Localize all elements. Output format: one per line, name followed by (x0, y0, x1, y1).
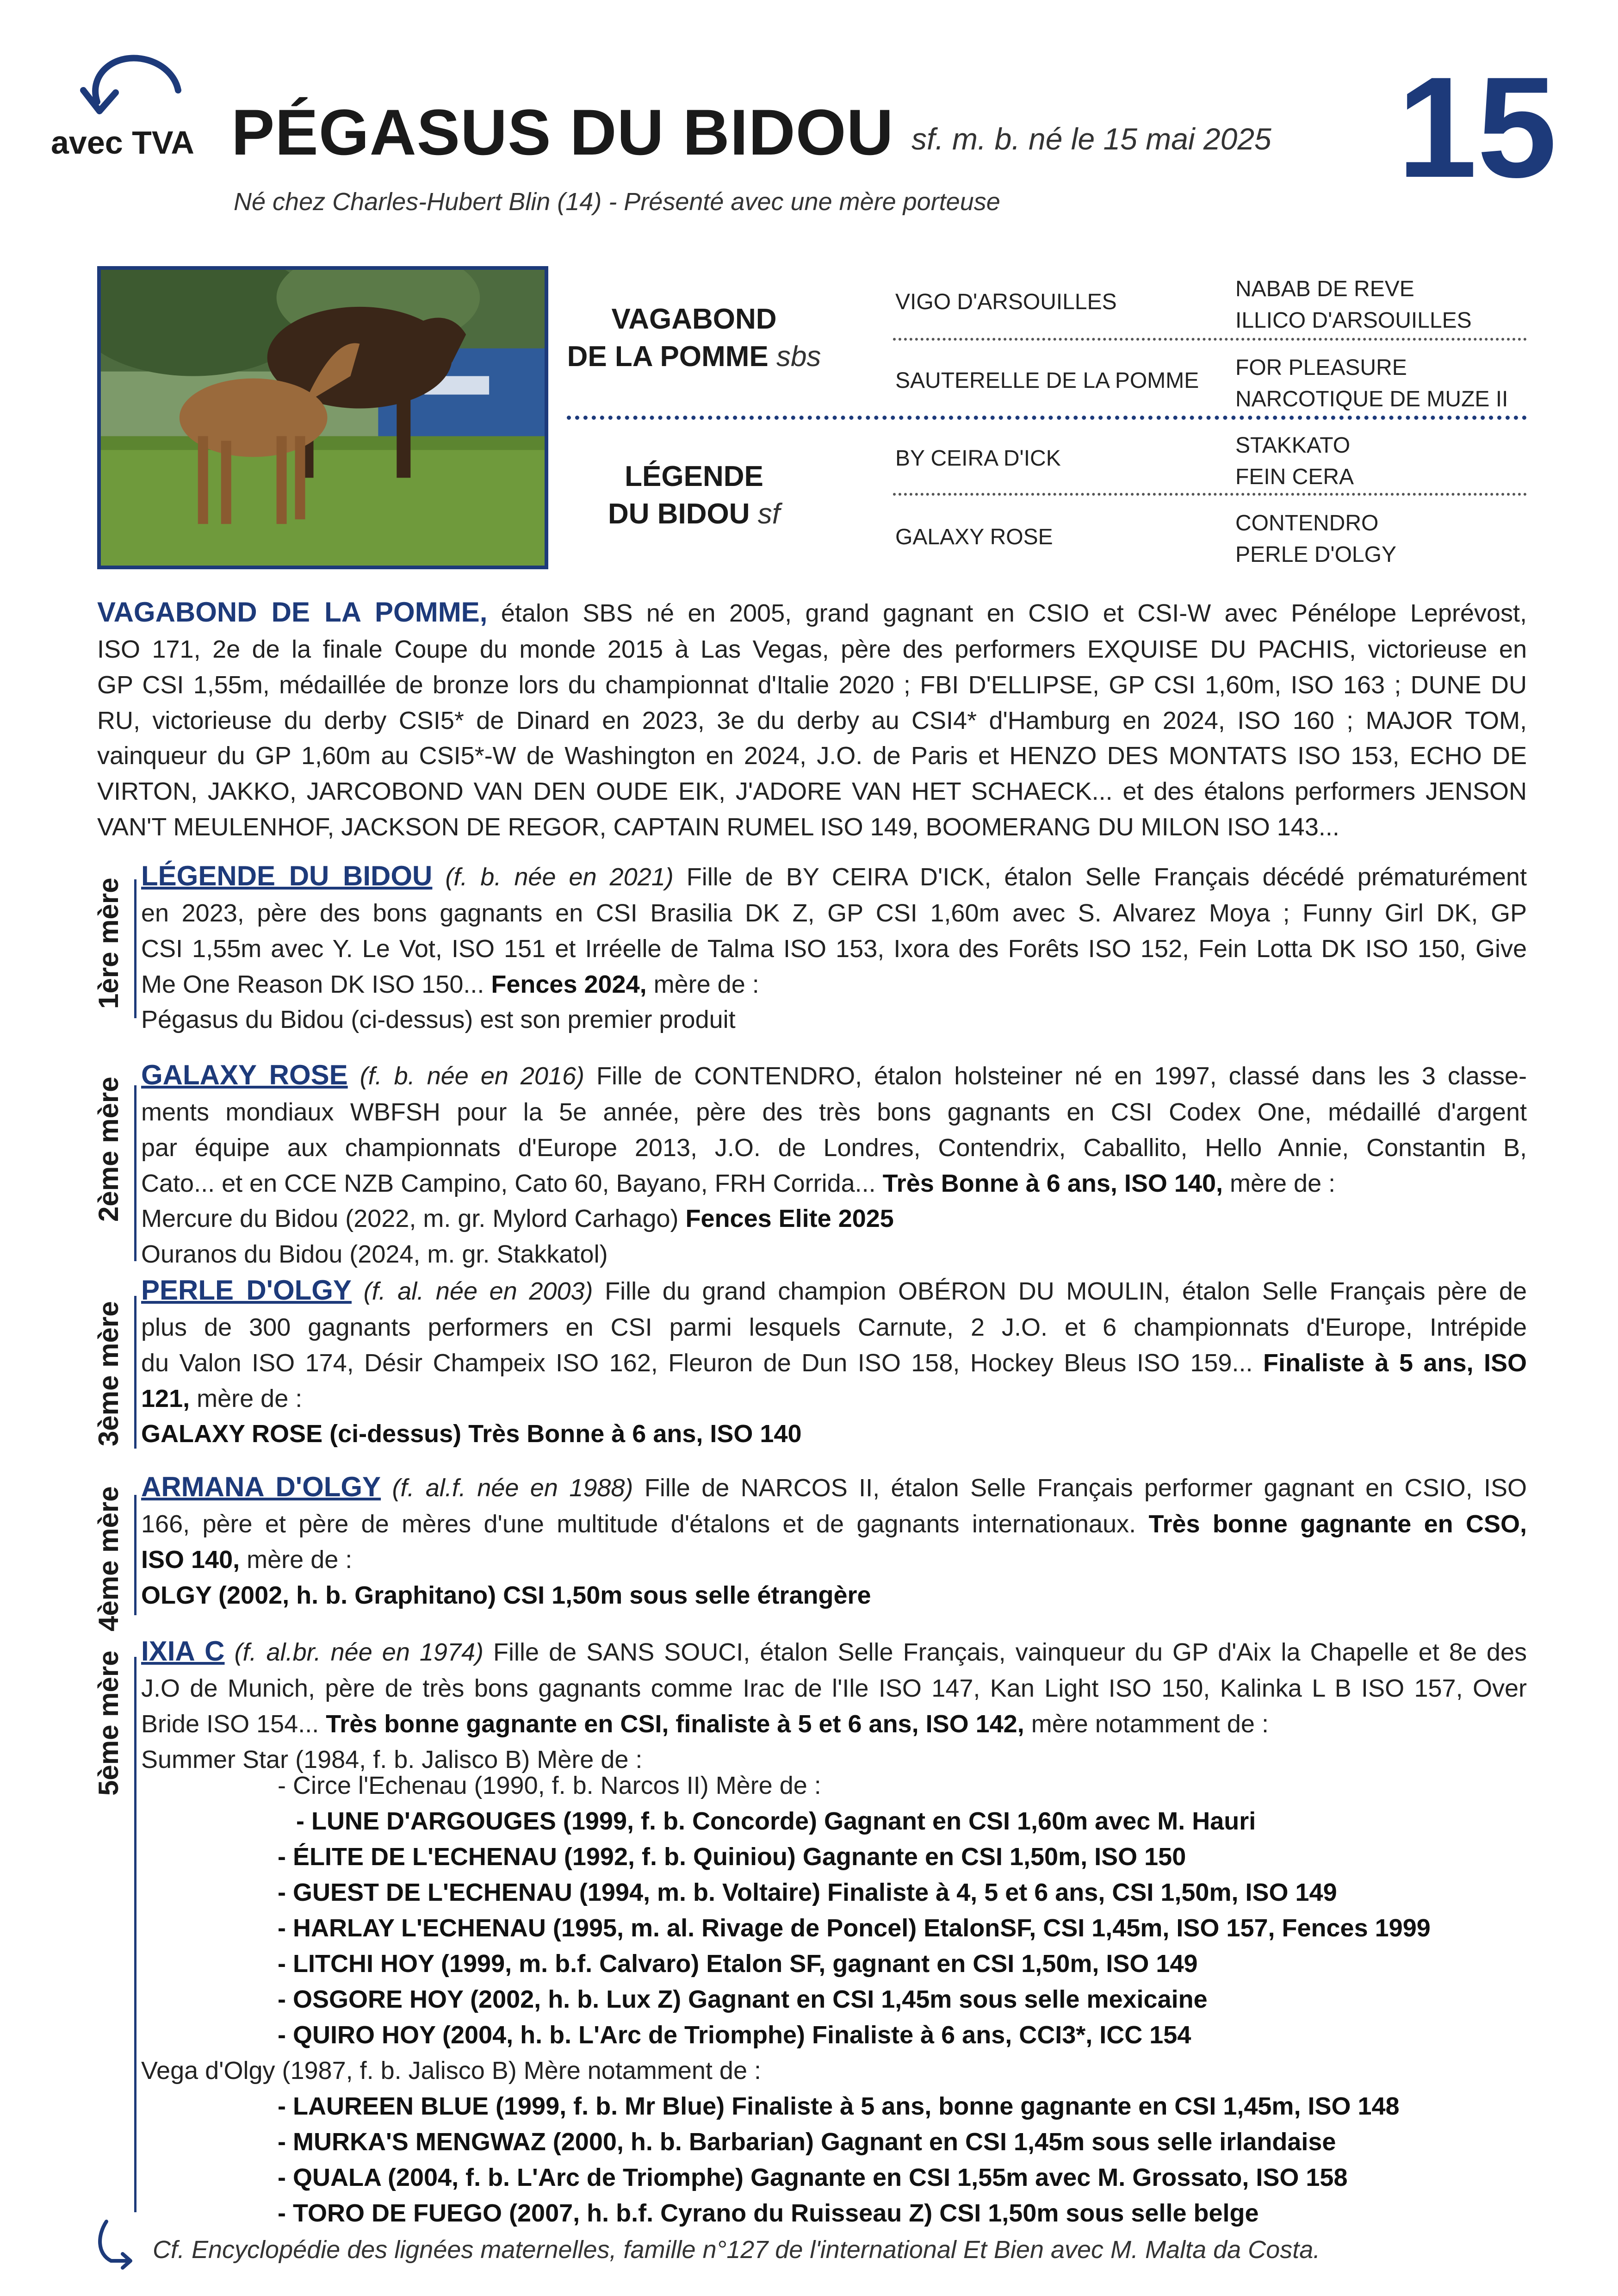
pedigree-gen3-2: ILLICO D'ARSOUILLES (1235, 308, 1472, 333)
pedigree-gen3-5: STAKKATO (1235, 433, 1351, 458)
produce-line: - TORO DE FUEGO (2007, h. b.f. Cyrano du Ruisseau Z) CSI 1,50m sous selle belge (278, 2199, 1259, 2227)
produce-line: - OSGORE HOY (2002, h. b. Lux Z) Gagnant en CSI 1,45m sous selle mexicaine (278, 1985, 1208, 2013)
produce-line: - QUIRO HOY (2004, h. b. L'Arc de Triomphe) Finaliste à 6 ans, CCI3*, ICC 154 (278, 2021, 1191, 2049)
dam-2-bracket (134, 1085, 136, 1261)
dam-2-label: 2ème mère (93, 1076, 124, 1222)
pedigree-gen3-4: NARCOTIQUE DE MUZE II (1235, 387, 1508, 411)
footer-reference: Cf. Encyclopédie des lignées maternelles, famille n°127 de l'international Et Bien avec M. Malta da Costa. (153, 2236, 1320, 2264)
produce-line: - LUNE D'ARGOUGES (1999, f. b. Concorde) Gagnant en CSI 1,60m avec M. Hauri (296, 1807, 1256, 1835)
pedigree-gen3-8: PERLE D'OLGY (1235, 542, 1396, 567)
produce-line: - MURKA'S MENGWAZ (2000, h. b. Barbarian) Gagnant en CSI 1,45m sous selle irlandaise (278, 2128, 1336, 2156)
sire-name: VAGABOND DE LA POMME sbs (567, 303, 821, 373)
produce-line: - QUALA (2004, f. b. L'Arc de Triomphe) Gagnante en CSI 1,55m avec M. Grossato, ISO 158 (278, 2164, 1348, 2191)
horse-name: PÉGASUS DU BIDOU (231, 96, 894, 168)
produce-line: - ÉLITE DE L'ECHENAU (1992, f. b. Quiniou) Gagnante en CSI 1,50m, ISO 150 (278, 1843, 1186, 1871)
dam-4-label: 4ème mère (93, 1486, 124, 1631)
produce-line: - Circe l'Echenau (1990, f. b. Narcos II) Mère de : (278, 1772, 821, 1799)
dam-2-section: GALAXY ROSE (f. b. née en 2016) Fille de CONTENDRO, étalon holsteiner né en 1997, classé dans les 3 classe- ments mondiaux WBFSH pour la 5e année, père des très bons gagnants en CSI Codex One, médaillé d'argent par équipe aux championnats d'Europe 2013, J.O. de Londres, Contendrix, Caballito, Hello Annie, Constantin B, Cato... et en CCE NZB Campino, Cato 60, Bayano, FRH Corrida... Très Bonne à 6 ans, ISO 140, mère de : Mercure du Bidou (2022, m. gr. Mylord Carhago) Fences Elite 2025 Ouranos du Bidou (2024, m. gr. Stakkatol) (141, 1059, 1527, 1268)
pedigree-dam-dam: GALAXY ROSE (895, 525, 1053, 549)
produce-line: - HARLAY L'ECHENAU (1995, m. al. Rivage de Poncel) EtalonSF, CSI 1,45m, ISO 157, Fences 1999 (278, 1914, 1431, 1942)
produce-line: - LAUREEN BLUE (1999, f. b. Mr Blue) Finaliste à 5 ans, bonne gagnante en CSI 1,45m, ISO 148 (278, 2092, 1400, 2120)
dam-4-bracket (134, 1495, 136, 1615)
produce-line: Vega d'Olgy (1987, f. b. Jalisco B) Mère notamment de : (141, 2057, 761, 2084)
pedigree-sire-dam: SAUTERELLE DE LA POMME (895, 368, 1199, 393)
dam-5-section: IXIA C (f. al.br. née en 1974) Fille de SANS SOUCI, étalon Selle Français, vainqueur du GP d'Aix la Chapelle et 8e des J.O de Munich, père de très bons gagnants comme Irac de l'Ile ISO 147, Kan Light ISO 150, Kalinka L B ISO 157, Over Bride ISO 154... Très bonne gagnante en CSI, finaliste à 5 et 6 ans, ISO 142, mère notamment de : Summer Star (1984, f. b. Jalisco B) Mère de : (141, 1636, 1527, 1773)
curved-arrow-icon (79, 46, 190, 120)
return-arrow-icon (93, 2217, 139, 2272)
pedigree-divider-sire (893, 338, 1527, 341)
dam-name: LÉGENDE DU BIDOU sf (608, 460, 781, 530)
horse-photo (97, 266, 548, 569)
dam-1-label: 1ère mère (93, 877, 124, 1009)
pedigree-gen3-7: CONTENDRO (1235, 511, 1379, 535)
pedigree-gen3-1: NABAB DE REVE (1235, 277, 1414, 301)
pedigree-divider-dam (893, 493, 1527, 496)
dam-3-label: 3ème mère (93, 1301, 124, 1446)
dam-5-bracket (134, 1657, 136, 2212)
pedigree-gen3-3: FOR PLEASURE (1235, 355, 1407, 380)
lot-number: 15 (1397, 47, 1557, 207)
dam-1-section: LÉGENDE DU BIDOU (f. b. née en 2021) Fille de BY CEIRA D'ICK, étalon Selle Français décédé prématurément en 2023, père des bons gagnants en CSI Brasilia DK Z, GP CSI 1,60m avec S. Alvarez Moya ; Funny Girl DK, GP CSI 1,55m avec Y. Le Vot, ISO 151 et Irréelle de Talma ISO 153, Ixora des Forêts ISO 152, Fein Lotta DK ISO 150, Give Me One Reason DK ISO 150... Fences 2024, mère de : Pégasus du Bidou (ci-dessus) est son premier produit (141, 860, 1527, 1034)
produce-line: - LITCHI HOY (1999, m. b.f. Calvaro) Etalon SF, gagnant en CSI 1,50m, ISO 149 (278, 1950, 1198, 1978)
pedigree-sire-sire: VIGO D'ARSOUILLES (895, 290, 1117, 314)
dam-5-label: 5ème mère (93, 1650, 124, 1796)
produce-line: - GUEST DE L'ECHENAU (1994, m. b. Voltaire) Finaliste à 4, 5 et 6 ans, CSI 1,50m, ISO 149 (278, 1879, 1337, 1906)
dam-4-section: ARMANA D'OLGY (f. al.f. née en 1988) Fille de NARCOS II, étalon Selle Français performer gagnant en CSIO, ISO 166, père et père de mères d'une multitude d'étalons et de gagnants internationaux. Très bonne gagnante en CSO, ISO 140, mère de : OLGY (2002, h. b. Graphitano) CSI 1,50m sous selle étrangère (141, 1471, 1527, 1609)
dam-3-bracket (134, 1296, 136, 1449)
dam-3-section: PERLE D'OLGY (f. al. née en 2003) Fille du grand champion OBÉRON DU MOULIN, étalon Selle Français père de plus de 300 gagnants performers en CSI parmi lesquels Carnute, 2 J.O. et 6 championnats d'Europe, Intrépide du Valon ISO 174, Désir Champeix ISO 162, Fleuron de Dun ISO 158, Hockey Bleus ISO 159... Finaliste à 5 ans, ISO 121, mère de : GALAXY ROSE (ci-dessus) Très Bonne à 6 ans, ISO 140 (141, 1275, 1527, 1448)
dam-1-bracket (134, 879, 136, 1018)
sire-description: VAGABOND DE LA POMME, étalon SBS né en 2005, grand gagnant en CSIO et CSI-W avec Pénélope Leprévost, ISO 171, 2e de la finale Coupe du monde 2015 à Las Vegas, père des performers EXQUISE DU PACHIS, victorieuse en GP CSI 1,55m, médaillée de bronze lors du championnat d'Italie 2020 ; FBI D'ELLIPSE, GP CSI 1,60m, ISO 163 ; DUNE DU RU, victorieuse du derby CSI5* de Dinard en 2023, 3e du derby au CSI4* d'Hamburg en 2024, ISO 160 ; MAJOR TOM, vainqueur du GP 1,60m au CSI5*-W de Washington en 2024, J.O. de Paris et HENZO DES MONTATS ISO 153, ECHO DE VIRTON, JAKKO, JARCOBOND VAN DEN OUDE EIK, J'ADORE VAN HET SCHAECK... et des étalons performers JENSON VAN'T MEULENHOF, JACKSON DE REGOR, CAPTAIN RUMEL ISO 149, BOOMERANG DU MILON ISO 143... (97, 597, 1527, 841)
breeder-line: Né chez Charles-Hubert Blin (14) - Présenté avec une mère porteuse (234, 188, 1000, 216)
vat-label: avec TVA (51, 124, 194, 161)
pedigree-divider (567, 416, 1527, 420)
horse-description: sf. m. b. né le 15 mai 2025 (911, 122, 1271, 156)
pedigree-dam-sire: BY CEIRA D'ICK (895, 446, 1061, 471)
pedigree-gen3-6: FEIN CERA (1235, 465, 1354, 489)
